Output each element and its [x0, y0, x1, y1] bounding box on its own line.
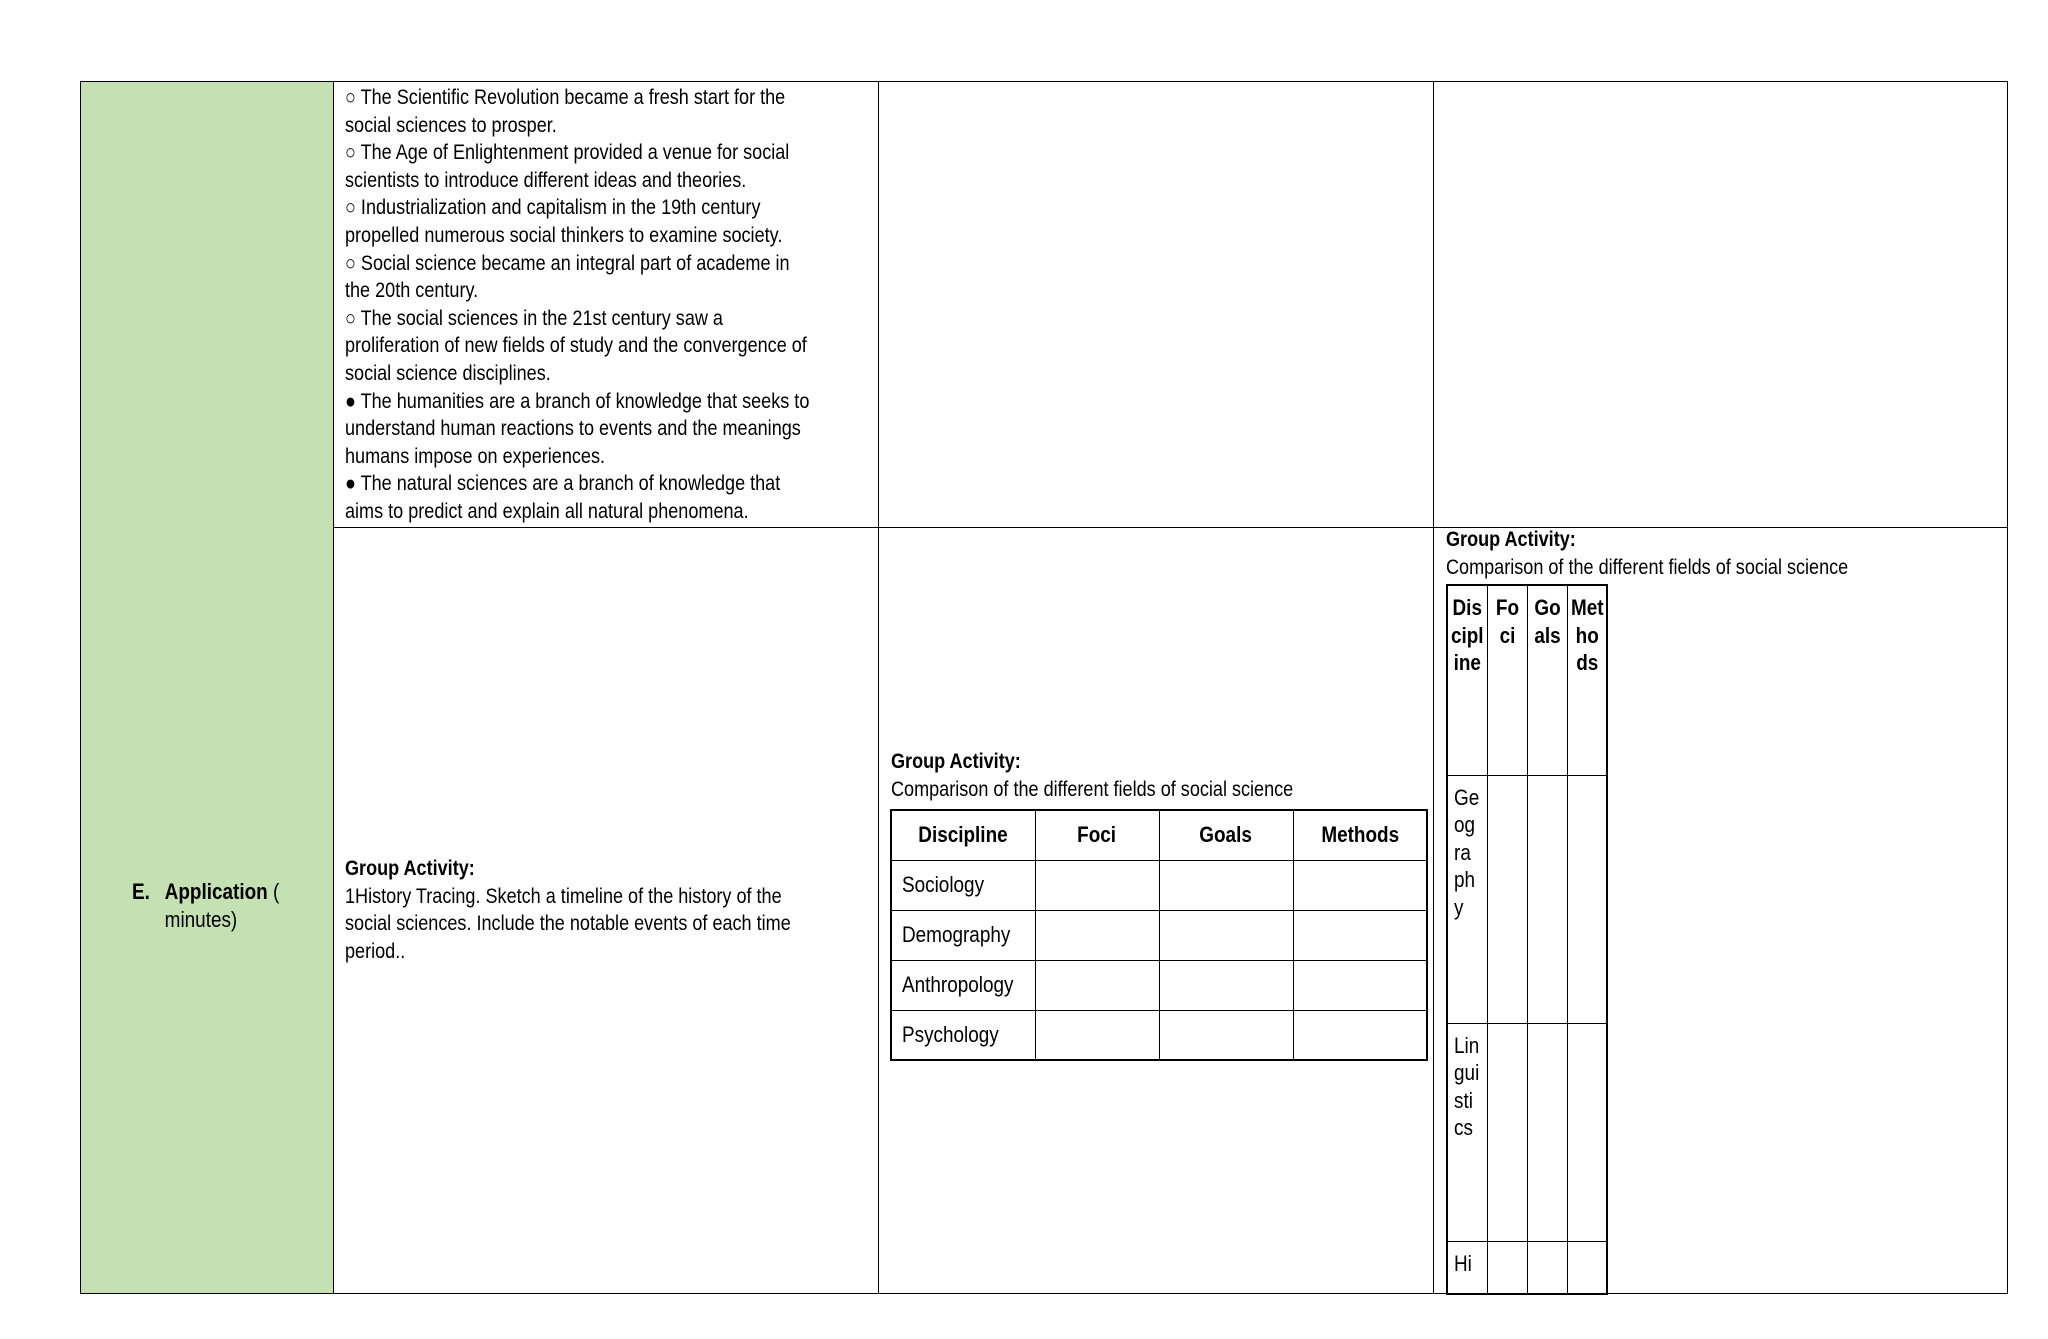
column-header: Methods	[1567, 585, 1607, 775]
empty-cell	[1035, 910, 1159, 960]
table-row	[81, 82, 2007, 528]
summary-line: ○ Social science became an integral part of academe in	[345, 251, 790, 275]
table-row	[81, 527, 2007, 1293]
column-header: Goals	[1159, 810, 1293, 860]
summary-line: ● The humanities are a branch of knowledge that seeks to	[345, 389, 810, 413]
section-title: Application	[164, 879, 268, 904]
empty-cell	[1527, 1241, 1567, 1294]
activity-line: period..	[345, 939, 406, 963]
summary-line: propelled numerous social thinkers to examine society.	[345, 223, 783, 247]
summary-line: ● The natural sciences are a branch of knowledge that	[345, 472, 781, 496]
summary-line: social science disciplines.	[345, 361, 551, 385]
summary-line: the 20th century.	[345, 279, 479, 303]
discipline-cell: Demography	[891, 910, 1035, 960]
empty-cell	[1159, 860, 1293, 910]
empty-cell	[879, 82, 1434, 527]
content-cell	[334, 527, 879, 1293]
activity-heading: Group Activity:	[345, 857, 475, 880]
column-header: Goals	[1527, 585, 1567, 775]
empty-cell	[1567, 775, 1607, 1023]
middle-activity-title	[891, 748, 1293, 803]
column-header: Methods	[1293, 810, 1427, 860]
summary-line: scientists to introduce different ideas and theories.	[345, 168, 747, 192]
empty-cell	[1035, 1010, 1159, 1060]
section-paren: (	[267, 879, 280, 904]
table-row	[891, 1010, 1427, 1060]
section-label-cell	[81, 82, 334, 527]
table-row	[891, 860, 1427, 910]
table-row	[1447, 1023, 1607, 1241]
table-row	[891, 910, 1427, 960]
discipline-cell: Hi	[1447, 1241, 1487, 1294]
application-label	[132, 878, 279, 933]
empty-cell	[1293, 910, 1427, 960]
section-duration: minutes)	[164, 906, 238, 932]
right-heading: Group Activity:	[1446, 528, 1576, 551]
middle-subheading: Comparison of the different fields of social science	[891, 777, 1294, 801]
column-header: Discipline	[891, 810, 1035, 860]
narrow-comparison-table	[1446, 584, 1608, 1295]
activity-line: 1History Tracing. Sketch a timeline of the history of the	[345, 884, 782, 908]
summary-line: humans impose on experiences.	[345, 444, 606, 468]
empty-cell	[1567, 1023, 1607, 1241]
empty-cell	[1035, 960, 1159, 1010]
empty-cell	[1487, 1023, 1527, 1241]
activity-text	[345, 855, 791, 965]
empty-cell	[1159, 1010, 1293, 1060]
table-header-row	[891, 810, 1427, 860]
column-header: Discipline	[1447, 585, 1487, 775]
section-letter: E.	[132, 879, 150, 904]
empty-cell	[1567, 1241, 1607, 1294]
empty-cell	[1293, 1010, 1427, 1060]
table-row	[891, 960, 1427, 1010]
empty-cell	[1159, 910, 1293, 960]
section-label-cell	[81, 527, 334, 1293]
table-header-row	[1447, 585, 1607, 775]
empty-cell	[1527, 775, 1567, 1023]
table-row	[1447, 775, 1607, 1023]
empty-cell	[1293, 860, 1427, 910]
lesson-plan-table	[80, 81, 2008, 1294]
content-cell	[334, 82, 879, 527]
summary-line: aims to predict and explain all natural phenomena.	[345, 499, 749, 523]
summary-line: ○ The social sciences in the 21st century saw a	[345, 306, 723, 330]
summary-line: ○ Industrialization and capitalism in the 19th century	[345, 196, 761, 220]
summary-line: social sciences to prosper.	[345, 113, 557, 137]
right-activity-cell	[1434, 527, 2007, 1293]
summary-points	[345, 84, 809, 526]
empty-cell	[1035, 860, 1159, 910]
discipline-cell: Linguistics	[1447, 1023, 1487, 1241]
summary-line: understand human reactions to events and the meanings	[345, 417, 801, 441]
middle-activity-cell	[879, 527, 1434, 1293]
discipline-cell: Geography	[1447, 775, 1487, 1023]
table-row	[1447, 1241, 1607, 1294]
empty-cell	[1527, 1023, 1567, 1241]
empty-cell	[1487, 775, 1527, 1023]
comparison-table	[890, 809, 1428, 1061]
empty-cell	[1434, 82, 2007, 527]
right-activity-title	[1446, 526, 1848, 581]
activity-line: social sciences. Include the notable events of each time	[345, 912, 791, 936]
discipline-cell: Sociology	[891, 860, 1035, 910]
discipline-cell: Psychology	[891, 1010, 1035, 1060]
summary-line: ○ The Scientific Revolution became a fresh start for the	[345, 86, 786, 109]
summary-line: ○ The Age of Enlightenment provided a venue for social	[345, 141, 790, 165]
right-subheading: Comparison of the different fields of social science	[1446, 555, 1849, 579]
empty-cell	[1159, 960, 1293, 1010]
summary-line: proliferation of new fields of study and the convergence of	[345, 334, 807, 358]
column-header: Foci	[1035, 810, 1159, 860]
column-header: Foci	[1487, 585, 1527, 775]
middle-heading: Group Activity:	[891, 750, 1021, 773]
discipline-cell: Anthropology	[891, 960, 1035, 1010]
empty-cell	[1487, 1241, 1527, 1294]
empty-cell	[1293, 960, 1427, 1010]
